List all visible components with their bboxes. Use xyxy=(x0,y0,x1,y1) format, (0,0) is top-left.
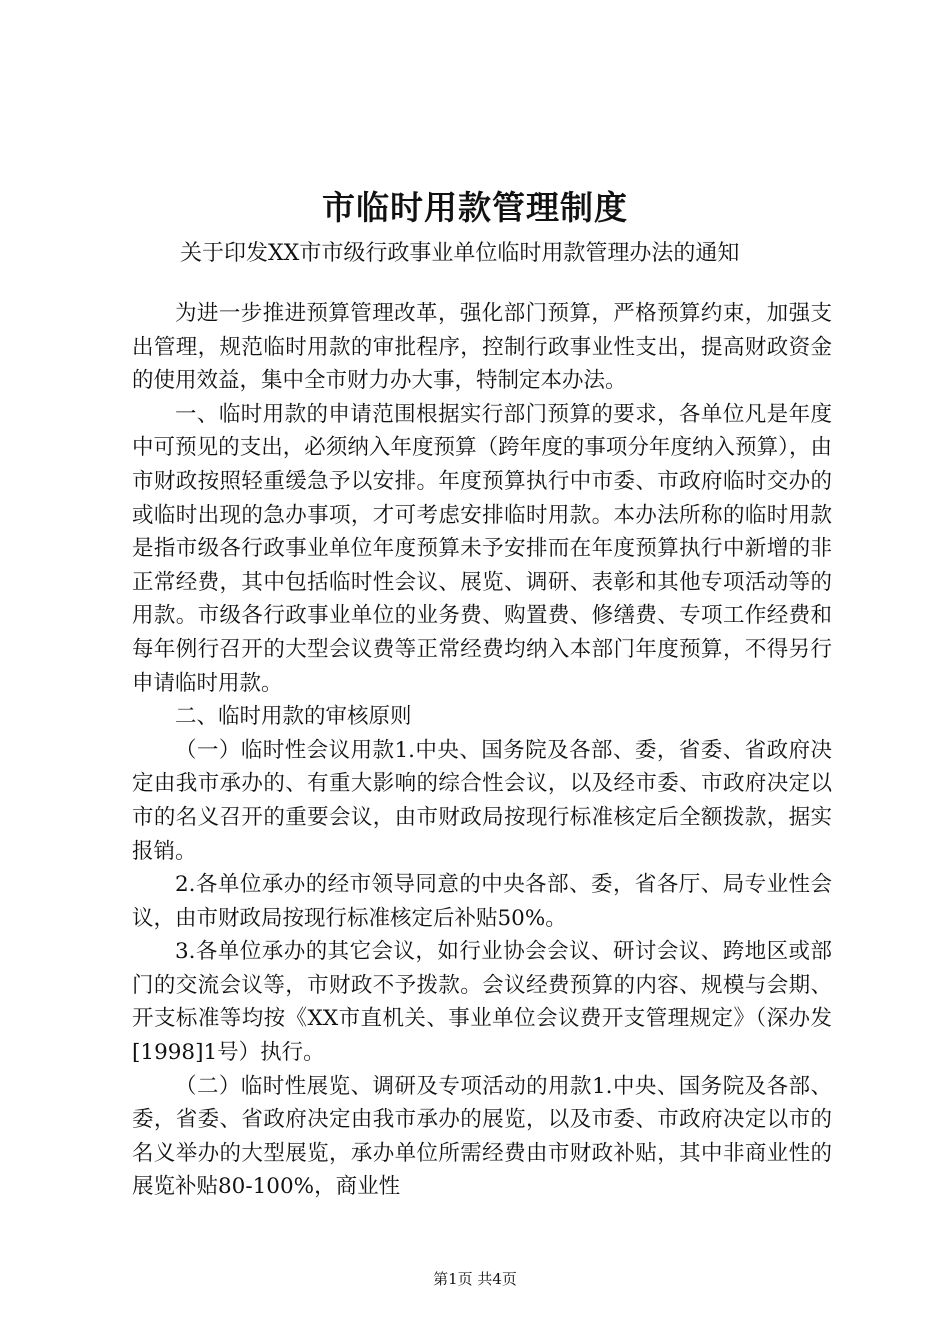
paragraph-item-3: 3.各单位承办的其它会议，如行业协会会议、研讨会议、跨地区或部门的交流会议等，市财政不予拨款。会议经费预算的内容、规模与会期、开支标准等均按《XX市直机关、事业单位会议费开支管理规定》（深办发[1998]1号）执行。 xyxy=(132,939,832,1066)
paragraph-item-2: 2.各单位承办的经市领导同意的中央各部、委，省各厅、局专业性会议，由市财政局按现行标准核定后补贴50%。 xyxy=(132,872,832,931)
paragraph-subsection-1: （一）临时性会议用款1.中央、国务院及各部、委，省委、省政府决定由我市承办的、有重大影响的综合性会议，以及经市委、市政府决定以市的名义召开的重要会议，由市财政局按现行标准核定后全额拨款，据实报销。 xyxy=(132,737,832,864)
document-title: 市临时用款管理制度 xyxy=(322,188,628,227)
paragraph-section-2-heading: 二、临时用款的审核原则 xyxy=(175,704,412,730)
paragraph-intro: 为进一步推进预算管理改革，强化部门预算，严格预算约束，加强支出管理，规范临时用款的审批程序，控制行政事业性支出，提高财政资金的使用效益，集中全市财力办大事，特制定本办法。 xyxy=(132,301,832,394)
paragraph-subsection-2: （二）临时性展览、调研及专项活动的用款1.中央、国务院及各部、委，省委、省政府决定由我市承办的展览，以及市委、市政府决定以市的名义举办的大型展览，承办单位所需经费由市财政补贴，其中非商业性的展览补贴80-100%，商业性 xyxy=(132,1073,832,1200)
page-number-footer: 第1页 共4页 xyxy=(433,1270,517,1288)
paragraph-section-1: 一、临时用款的申请范围根据实行部门预算的要求，各单位凡是年度中可预见的支出，必须纳入年度预算（跨年度的事项分年度纳入预算），由市财政按照轻重缓急予以安排。年度预算执行中市委、市政府临时交办的或临时出现的急办事项，才可考虑安排临时用款。本办法所称的临时用款是指市级各行政事业单位年度预算未予安排而在年度预算执行中新增的非正常经费，其中包括临时性会议、展览、调研、表彰和其他专项活动等的用款。市级各行政事业单位的业务费、购置费、修缮费、专项工作经费和每年例行召开的大型会议费等正常经费均纳入本部门年度预算，不得另行申请临时用款。 xyxy=(132,401,832,696)
document-body xyxy=(132,297,832,1204)
document-subtitle: 关于印发XX市市级行政事业单位临时用款管理办法的通知 xyxy=(180,241,740,266)
